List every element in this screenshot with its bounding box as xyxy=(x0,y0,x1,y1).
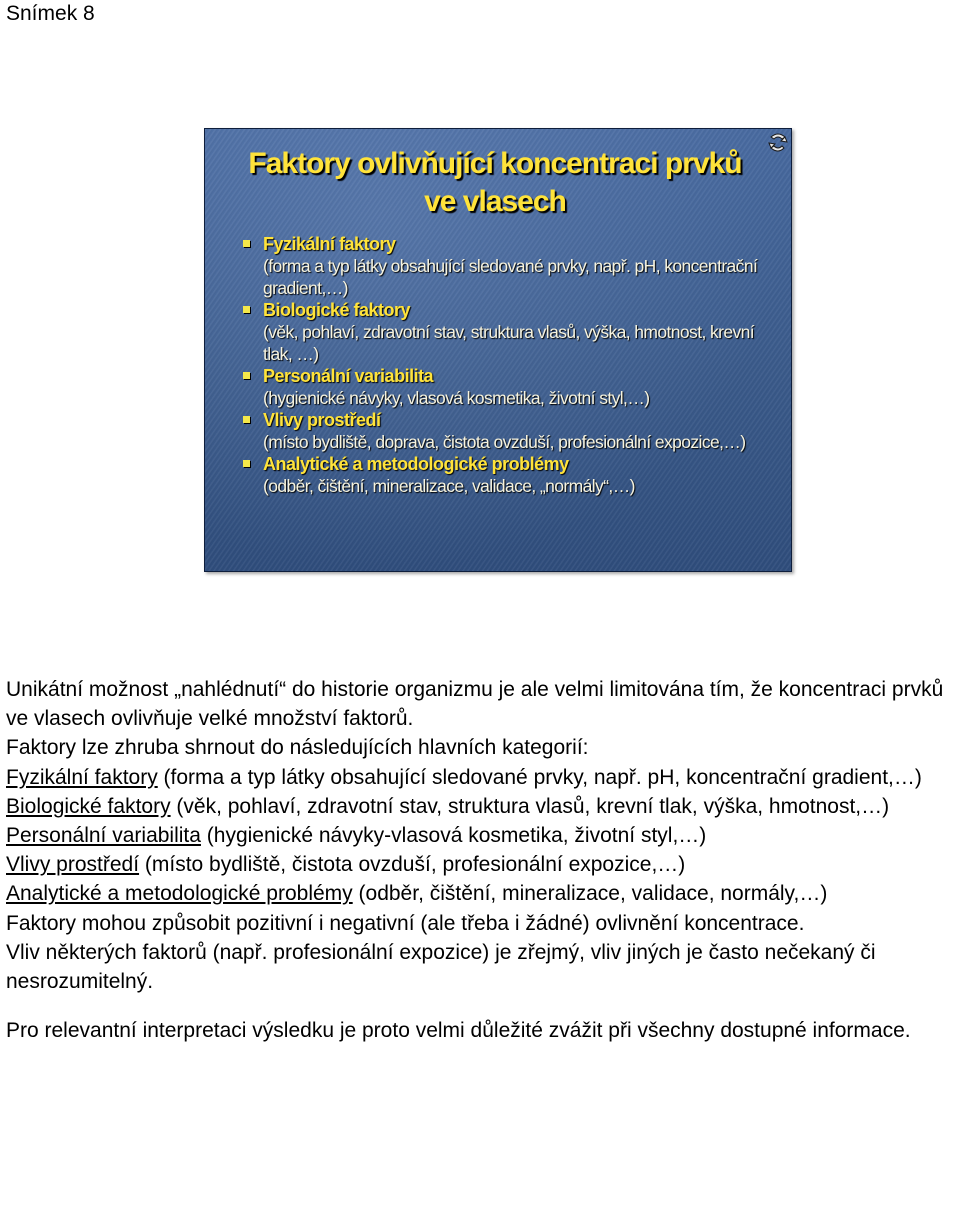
item-heading: Vlivy prostředí xyxy=(263,410,381,430)
notes-conclusion-paragraph: Pro relevantní interpretaci výsledku je proto velmi důležité zvážit při všechny dostupné informace. xyxy=(6,1019,911,1043)
slide-title xyxy=(217,145,773,221)
category-name: Personální variabilita xyxy=(6,824,201,848)
notes-influence-paragraph: Vliv některých faktorů (např. profesionální expozice) je zřejmý, vliv jiných je často nečekaný či nesrozumitelný. xyxy=(6,940,876,994)
item-description: (forma a typ látky obsahující sledované prvky, např. pH, koncentrační gradient,…) xyxy=(263,256,758,298)
item-description: (místo bydliště, doprava, čistota ovzduší, profesionální expozice,…) xyxy=(263,432,746,452)
item-heading: Biologické faktory xyxy=(263,300,411,320)
category-text: (místo bydliště, čistota ovzduší, profesionální expozice,…) xyxy=(139,853,686,877)
paragraph-spacer xyxy=(6,996,954,1016)
category-text: (odběr, čištění, mineralizace, validace, normály,…) xyxy=(352,882,828,906)
square-bullet-icon xyxy=(243,460,250,467)
notes-category-personal xyxy=(6,821,954,850)
square-bullet-icon xyxy=(243,306,250,313)
square-bullet-icon xyxy=(243,240,250,247)
notes-intro-paragraph: Unikátní možnost „nahlédnutí“ do historie organizmu je ale velmi limitována tím, že koncentraci prvků ve vlasech ovlivňuje velké množství faktorů. xyxy=(6,678,944,731)
item-heading: Fyzikální faktory xyxy=(263,234,396,254)
notes-categories-intro: Faktory lze zhruba shrnout do následujících hlavních kategorií: xyxy=(6,736,589,760)
category-text: (hygienické návyky-vlasová kosmetika, životní styl,…) xyxy=(200,824,707,848)
item-heading: Analytické a metodologické problémy xyxy=(263,454,569,474)
slide-number-label: Snímek 8 xyxy=(6,2,95,25)
square-bullet-icon xyxy=(243,416,250,423)
slide-bullet-list xyxy=(241,233,781,497)
slide-thumbnail xyxy=(204,128,792,572)
speaker-notes xyxy=(6,675,954,1045)
list-item xyxy=(241,453,781,497)
notes-category-analytical xyxy=(6,879,954,908)
category-name: Analytické a metodologické problémy xyxy=(6,882,353,906)
notes-effect-paragraph: Faktory mohou způsobit pozitivní i negativní (ale třeba i žádné) ovlivnění koncentrace. xyxy=(6,911,805,935)
notes-category-biological xyxy=(6,792,954,821)
slide-title-line-2: ve vlasech xyxy=(424,185,566,218)
category-text: (věk, pohlaví, zdravotní stav, struktura vlasů, krevní tlak, výška, hmotnost,…) xyxy=(170,794,890,818)
list-item xyxy=(241,233,781,299)
category-name: Fyzikální faktory xyxy=(6,765,158,789)
list-item xyxy=(241,365,781,409)
list-item xyxy=(241,409,781,453)
notes-category-environment xyxy=(6,850,954,879)
category-text: (forma a typ látky obsahující sledované prvky, např. pH, koncentrační gradient,…) xyxy=(157,765,922,789)
category-name: Vlivy prostředí xyxy=(6,853,140,877)
category-name: Biologické faktory xyxy=(6,794,171,818)
item-description: (věk, pohlaví, zdravotní stav, struktura vlasů, výška, hmotnost, krevní tlak, …) xyxy=(263,322,755,364)
square-bullet-icon xyxy=(243,372,250,379)
notes-category-physical xyxy=(6,763,954,792)
list-item xyxy=(241,299,781,365)
slide-title-line-1: Faktory ovlivňující koncentraci prvků xyxy=(248,147,742,180)
item-description: (hygienické návyky, vlasová kosmetika, životní styl,…) xyxy=(263,388,650,408)
item-description: (odběr, čištění, mineralizace, validace, „normály“,…) xyxy=(263,476,635,496)
item-heading: Personální variabilita xyxy=(263,366,434,386)
